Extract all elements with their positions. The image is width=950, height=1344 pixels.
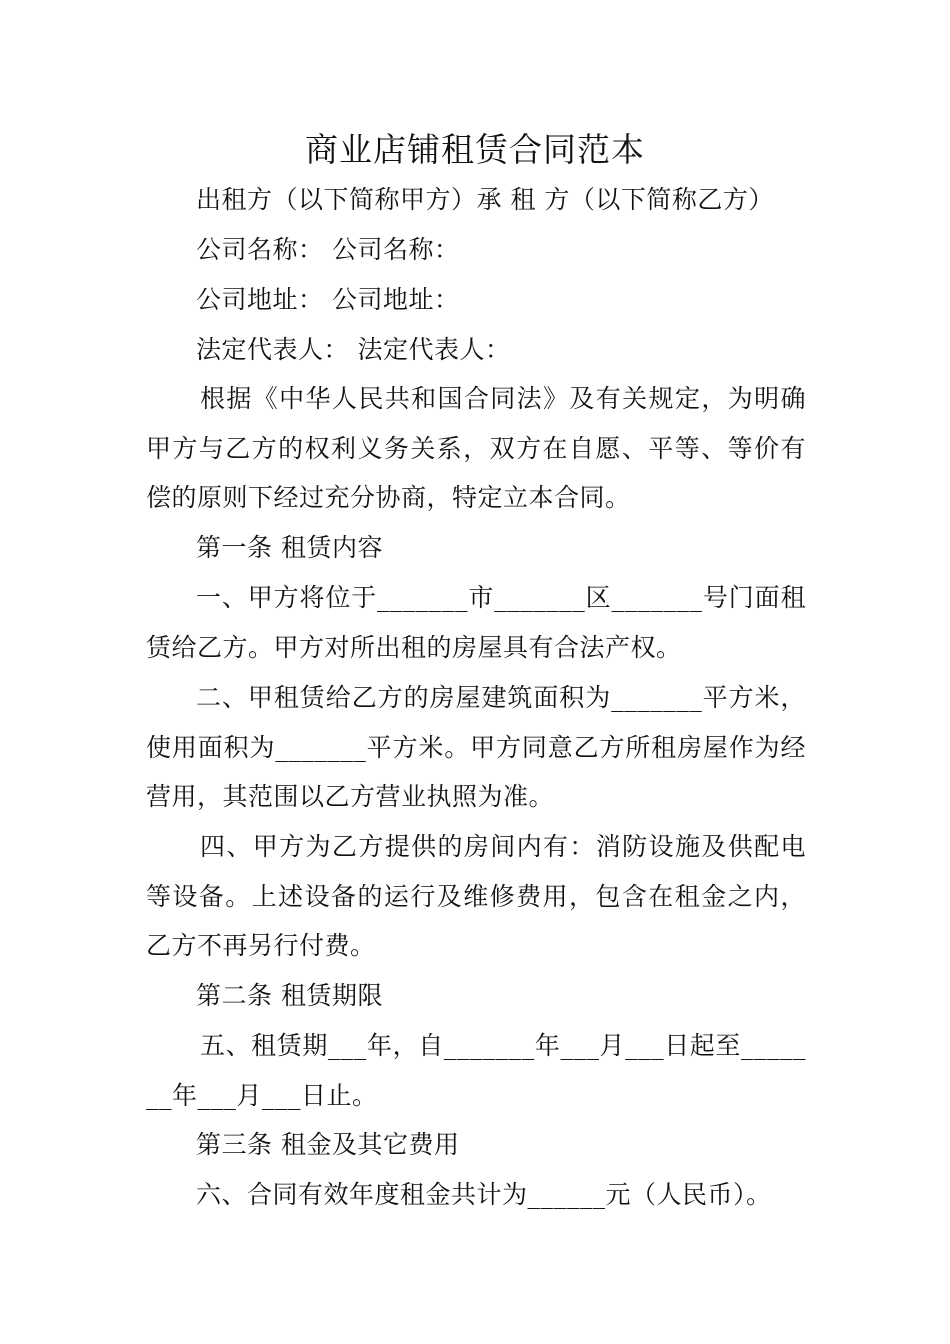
- document-title: 商业店铺租赁合同范本: [305, 130, 645, 169]
- clause-2-line-3: 营用，其范围以乙方营业执照为准。: [146, 782, 555, 811]
- clause-4-line-1: 四、甲方为乙方提供的房间内有：消防设施及供配电: [200, 832, 806, 861]
- article-3-heading: 第三条 租金及其它费用: [196, 1130, 460, 1159]
- clause-5-line-1: 五、租赁期___年，自_______年___月___日起至_____: [200, 1031, 806, 1060]
- clause-4-line-3: 乙方不再另行付费。: [146, 931, 376, 960]
- clause-4-line-2: 等设备。上述设备的运行及维修费用，包含在租金之内，: [146, 882, 806, 911]
- clause-1-line-2: 赁给乙方。甲方对所出租的房屋具有合法产权。: [146, 633, 682, 662]
- clause-2-line-2: 使用面积为_______平方米。甲方同意乙方所租房屋作为经: [146, 733, 806, 762]
- preamble-line-3: 偿的原则下经过充分协商，特定立本合同。: [146, 483, 631, 512]
- article-2-heading: 第二条 租赁期限: [196, 981, 383, 1010]
- preamble-line-1: 根据《中华人民共和国合同法》及有关规定，为明确: [200, 384, 806, 413]
- clause-5-line-2: __年___月___日止。: [146, 1081, 378, 1110]
- clause-2-line-1: 二、甲租赁给乙方的房屋建筑面积为_______平方米，: [196, 683, 806, 712]
- legal-representative-line: 法定代表人： 法定代表人：: [196, 335, 511, 364]
- company-name-line: 公司名称： 公司名称：: [196, 235, 460, 264]
- clause-6-line-1: 六、合同有效年度租金共计为______元（人民币）。: [196, 1180, 772, 1209]
- clause-1-line-1: 一、甲方将位于_______市_______区_______号门面租: [196, 583, 806, 612]
- party-header-line: 出租方（以下简称甲方）承 租 方（以下简称乙方）: [196, 185, 774, 214]
- article-1-heading: 第一条 租赁内容: [196, 533, 383, 562]
- company-address-line: 公司地址： 公司地址：: [196, 285, 460, 314]
- preamble-line-2: 甲方与乙方的权利义务关系，双方在自愿、平等、等价有: [146, 434, 806, 463]
